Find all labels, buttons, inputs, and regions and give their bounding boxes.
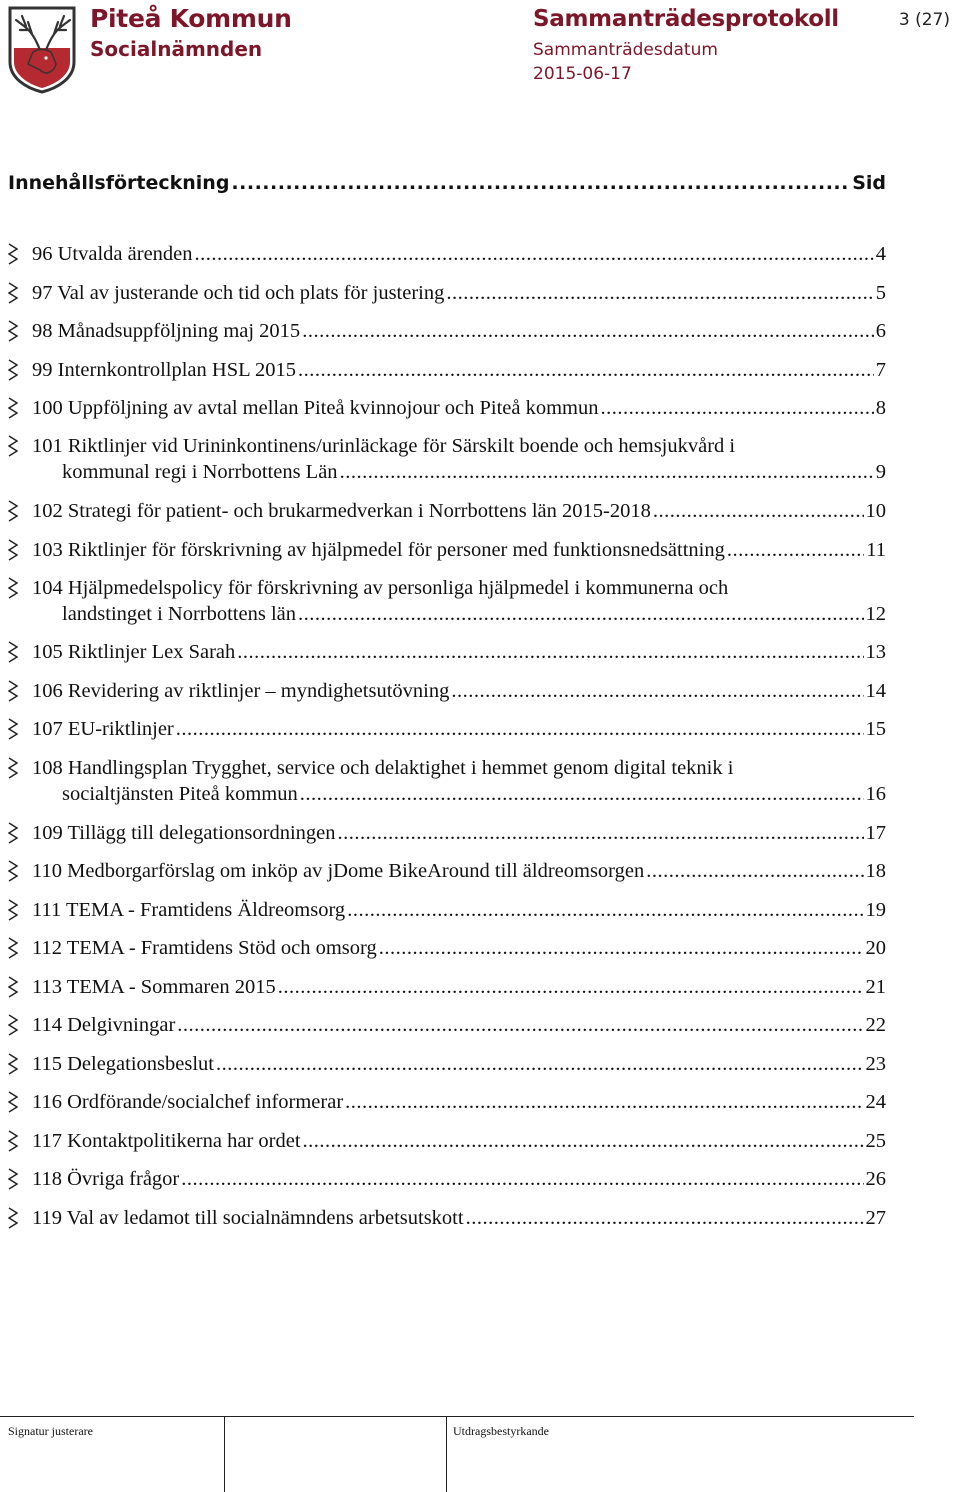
section-mark-icon bbox=[8, 500, 18, 522]
toc-entry-page: 24 bbox=[865, 1091, 886, 1113]
toc-entry-leader bbox=[300, 781, 864, 807]
section-mark-icon bbox=[8, 282, 18, 304]
toc-entry-title: 105 Riktlinjer Lex Sarah bbox=[32, 641, 236, 663]
toc-entry-leader bbox=[181, 1166, 863, 1192]
section-mark-icon bbox=[8, 860, 18, 882]
toc-heading bbox=[8, 172, 886, 194]
toc-entry-page: 22 bbox=[865, 1014, 886, 1036]
section-mark-icon bbox=[8, 397, 18, 419]
toc-entry-leader bbox=[237, 639, 863, 665]
toc-entry-title: 119 Val av ledamot till socialnämndens arbetsutskott bbox=[32, 1207, 464, 1229]
toc-entry-page: 6 bbox=[875, 320, 886, 342]
section-mark-icon bbox=[8, 899, 18, 921]
toc-entry-leader bbox=[653, 498, 864, 524]
toc-entry-title: 117 Kontaktpolitikerna har ordet bbox=[32, 1130, 301, 1152]
section-mark-icon bbox=[8, 320, 18, 342]
toc-entry-leader bbox=[298, 357, 874, 383]
toc-entry-title-cont: socialtjänsten Piteå kommun bbox=[62, 783, 298, 805]
toc-entry-leader bbox=[302, 318, 874, 344]
toc-entry-title: 115 Delegationsbeslut bbox=[32, 1053, 214, 1075]
toc-entry-title: 103 Riktlinjer för förskrivning av hjälpmedel för personer med funktionsnedsättning bbox=[32, 539, 725, 561]
toc-entry-leader bbox=[347, 897, 863, 923]
footer-divider bbox=[446, 1416, 447, 1492]
section-mark-icon bbox=[8, 937, 18, 959]
page-number: 3 (27) bbox=[898, 10, 950, 30]
toc-entry-title-cont: kommunal regi i Norrbottens Län bbox=[62, 461, 338, 483]
section-mark-icon bbox=[8, 1053, 18, 1075]
toc-entry-title: 104 Hjälpmedelspolicy för förskrivning av personliga hjälpmedel i kommunerna och bbox=[32, 577, 729, 599]
footer-rule bbox=[0, 1416, 914, 1417]
toc-entry-leader bbox=[303, 1128, 864, 1154]
toc-entry-page: 15 bbox=[865, 718, 886, 740]
section-mark-icon bbox=[8, 641, 18, 663]
toc-entry-page: 5 bbox=[875, 282, 886, 304]
toc-entry-page: 10 bbox=[865, 500, 886, 522]
meeting-date-label: Sammanträdesdatum bbox=[533, 40, 718, 60]
section-mark-icon bbox=[8, 1014, 18, 1036]
toc-entry-title: 113 TEMA - Sommaren 2015 bbox=[32, 976, 276, 998]
toc-heading-page-label: Sid bbox=[852, 172, 886, 194]
toc-entry-title: 108 Handlingsplan Trygghet, service och delaktighet i hemmet genom digital teknik i bbox=[32, 757, 734, 779]
toc-entry-page: 9 bbox=[875, 461, 886, 483]
section-mark-icon bbox=[8, 577, 18, 599]
toc-entry-page: 13 bbox=[865, 641, 886, 663]
toc-entry-page: 12 bbox=[865, 603, 886, 625]
toc-entry-page: 14 bbox=[865, 680, 886, 702]
organization-name: Piteå Kommun bbox=[90, 4, 292, 33]
reindeer-coat-of-arms-icon bbox=[6, 4, 78, 94]
toc-entry-leader bbox=[177, 1012, 863, 1038]
section-mark-icon bbox=[8, 680, 18, 702]
toc-entry-title: 114 Delgivningar bbox=[32, 1014, 176, 1036]
toc-entry-leader bbox=[195, 241, 874, 267]
toc-heading-title: Innehållsförteckning bbox=[8, 172, 230, 194]
toc-entry-title: 101 Riktlinjer vid Urininkontinens/urinläckage för Särskilt boende och hemsjukvård i bbox=[32, 435, 736, 457]
toc-entry-title: 118 Övriga frågor bbox=[32, 1168, 180, 1190]
toc-entry-page: 23 bbox=[865, 1053, 886, 1075]
toc-entry-page: 21 bbox=[865, 976, 886, 998]
meeting-date-value: 2015-06-17 bbox=[533, 64, 632, 84]
toc-entry-title: 107 EU-riktlinjer bbox=[32, 718, 174, 740]
toc-entry-page: 18 bbox=[865, 860, 886, 882]
section-mark-icon bbox=[8, 976, 18, 998]
section-mark-icon bbox=[8, 1091, 18, 1113]
toc-entry-page: 26 bbox=[865, 1168, 886, 1190]
toc-entry-page: 8 bbox=[875, 397, 886, 419]
toc-entry-page: 25 bbox=[865, 1130, 886, 1152]
toc-entry-leader bbox=[601, 395, 874, 421]
toc-entry-title: 98 Månadsuppföljning maj 2015 bbox=[32, 320, 301, 342]
toc-entry-title: 111 TEMA - Framtidens Äldreomsorg bbox=[32, 899, 346, 921]
toc-entry-title: 100 Uppföljning av avtal mellan Piteå kvinnojour och Piteå kommun bbox=[32, 397, 599, 419]
section-mark-icon bbox=[8, 539, 18, 561]
toc-entry-page: 17 bbox=[865, 822, 886, 844]
department-name: Socialnämnden bbox=[90, 37, 263, 61]
section-mark-icon bbox=[8, 1168, 18, 1190]
document-title: Sammanträdesprotokoll bbox=[533, 6, 839, 32]
toc-entry-title: 116 Ordförande/socialchef informerar bbox=[32, 1091, 344, 1113]
toc-entry-page: 19 bbox=[865, 899, 886, 921]
toc-heading-leader bbox=[231, 172, 850, 194]
section-mark-icon bbox=[8, 435, 18, 457]
section-mark-icon bbox=[8, 822, 18, 844]
toc-entry-leader bbox=[338, 820, 864, 846]
toc-entry-leader bbox=[727, 537, 864, 563]
toc-entry-title: 110 Medborgarförslag om inköp av jDome BikeAround till äldreomsorgen bbox=[32, 860, 645, 882]
section-mark-icon bbox=[8, 1130, 18, 1152]
toc-entry-leader bbox=[340, 459, 874, 485]
toc-entry-title-cont: landstinget i Norrbottens län bbox=[62, 603, 296, 625]
toc-entry-leader bbox=[216, 1051, 864, 1077]
toc-entry-page: 7 bbox=[875, 359, 886, 381]
toc-entry-leader bbox=[379, 935, 864, 961]
signature-label: Signatur justerare bbox=[8, 1424, 93, 1438]
toc-entry-leader bbox=[446, 280, 873, 306]
excerpt-label: Utdragsbestyrkande bbox=[453, 1424, 549, 1438]
toc-entry-leader bbox=[451, 678, 863, 704]
toc-entry-title: 112 TEMA - Framtidens Stöd och omsorg bbox=[32, 937, 377, 959]
toc-entry-page: 4 bbox=[875, 243, 886, 265]
toc-entry-page: 27 bbox=[865, 1207, 886, 1229]
toc-entry-title: 97 Val av justerande och tid och plats för justering bbox=[32, 282, 445, 304]
toc-entry-title: 106 Revidering av riktlinjer – myndighetsutövning bbox=[32, 680, 450, 702]
section-mark-icon bbox=[8, 757, 18, 779]
toc-entry-title: 99 Internkontrollplan HSL 2015 bbox=[32, 359, 296, 381]
toc-entry-leader bbox=[646, 858, 863, 884]
toc-entry-leader bbox=[466, 1205, 864, 1231]
toc-entry-leader bbox=[345, 1089, 863, 1115]
toc-entry-page: 16 bbox=[865, 783, 886, 805]
toc-entry-title: 109 Tillägg till delegationsordningen bbox=[32, 822, 336, 844]
toc-entry-page: 11 bbox=[866, 539, 886, 561]
toc-entry-leader bbox=[278, 974, 864, 1000]
toc-entry-page: 20 bbox=[865, 937, 886, 959]
toc-entry-title: 96 Utvalda ärenden bbox=[32, 243, 193, 265]
section-mark-icon bbox=[8, 718, 18, 740]
toc-entry-title: 102 Strategi för patient- och brukarmedverkan i Norrbottens län 2015-2018 bbox=[32, 500, 651, 522]
section-mark-icon bbox=[8, 243, 18, 265]
section-mark-icon bbox=[8, 1207, 18, 1229]
section-mark-icon bbox=[8, 359, 18, 381]
footer-divider bbox=[224, 1416, 225, 1492]
toc-entry-leader bbox=[298, 601, 864, 627]
toc-entry-leader bbox=[176, 716, 864, 742]
